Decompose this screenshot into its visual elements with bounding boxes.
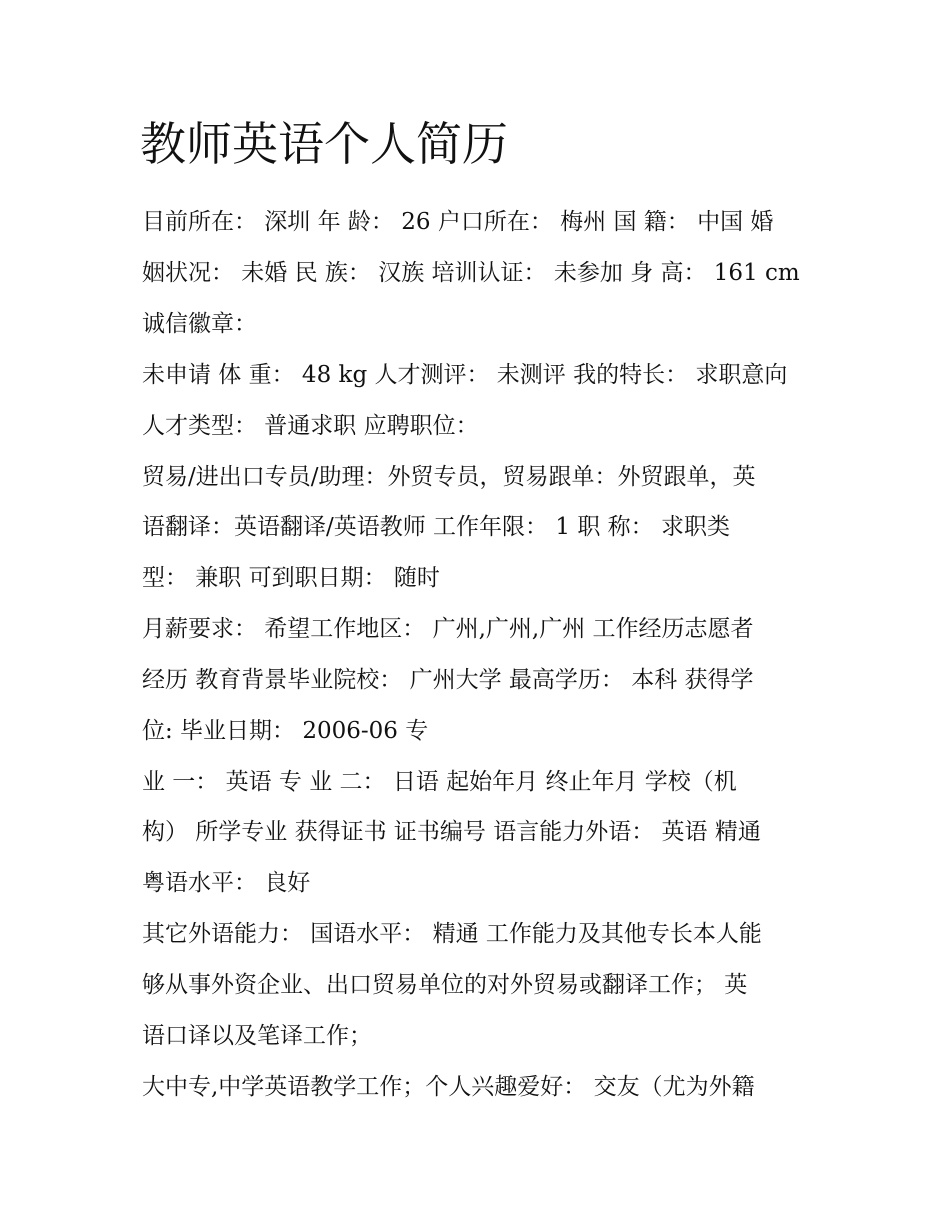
text-line-1: 目前所在： 深圳 年 龄： 26 户口所在： 梅州 国 籍： 中国 婚 (142, 209, 774, 235)
text-line-3: 诚信徽章： (142, 311, 257, 337)
text-line-15: 其它外语能力： 国语水平： 精通 工作能力及其他专长本人能 (142, 921, 762, 947)
document-title: 教师英语个人简历 (140, 117, 508, 171)
text-line-2: 姻状况： 未婚 民 族： 汉族 培训认证： 未参加 身 高： 161 cm (142, 260, 800, 286)
text-line-13: 构） 所学专业 获得证书 证书编号 语言能力外语： 英语 精通 (142, 819, 761, 845)
text-line-12: 业 一： 英语 专 业 二： 日语 起始年月 终止年月 学校（机 (142, 769, 737, 795)
text-line-5: 人才类型： 普通求职 应聘职位： (142, 413, 479, 439)
text-line-9: 月薪要求： 希望工作地区： 广州,广州,广州 工作经历志愿者 (142, 616, 754, 642)
text-line-8: 型： 兼职 可到职日期： 随时 (142, 565, 440, 591)
text-line-7: 语翻译：英语翻译/英语教师 工作年限： 1 职 称： 求职类 (142, 514, 730, 540)
text-line-17: 语口译以及笔译工作； (142, 1023, 372, 1049)
text-line-11: 位: 毕业日期： 2006-06 专 (142, 718, 429, 744)
text-line-18: 大中专,中学英语教学工作；个人兴趣爱好： 交友（尤为外籍 (142, 1074, 755, 1100)
text-line-16: 够从事外资企业、出口贸易单位的对外贸易或翻译工作； 英 (142, 972, 748, 998)
text-line-6: 贸易/进出口专员/助理：外贸专员，贸易跟单：外贸跟单，英 (142, 464, 756, 490)
text-line-4: 未申请 体 重： 48 kg 人才测评： 未测评 我的特长： 求职意向 (142, 362, 788, 388)
text-line-10: 经历 教育背景毕业院校： 广州大学 最高学历： 本科 获得学 (142, 667, 754, 693)
text-line-14: 粤语水平： 良好 (142, 870, 311, 896)
